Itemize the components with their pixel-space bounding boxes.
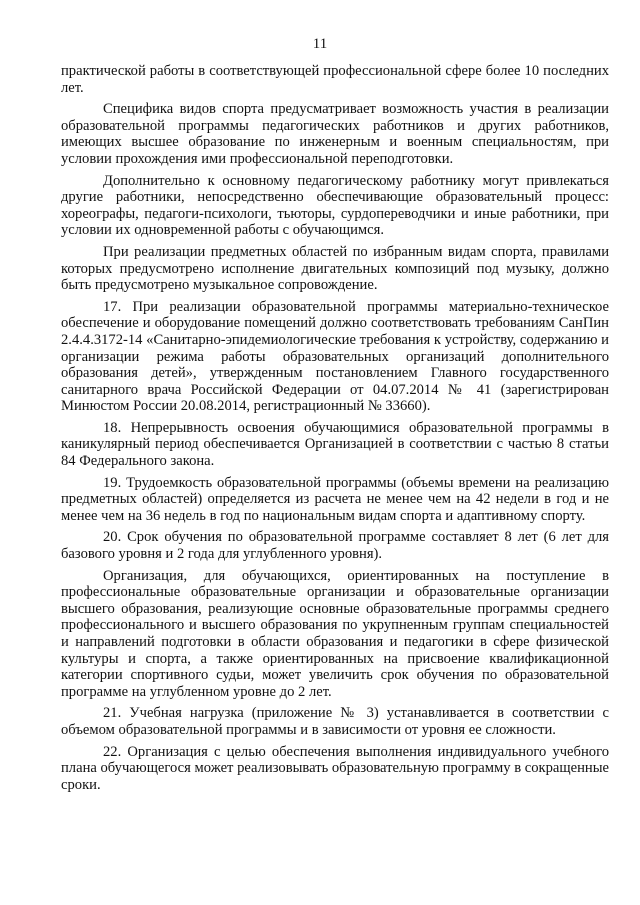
paragraph-20-organization: Организация, для обучающихся, ориентированных на поступление в профессиональные образовательные организации и образовательные организации высшего образования, реализующие основные образовательные программы среднего профессионального и высшего образования по укрупненным группам специальностей и направлений подготовки в области образования и педагогики в сфере физической культуры и спорта, а также ориентированных на присвоение квалификационной категории спортивного судьи, может увеличить срок обучения по образовательной программе на углубленном уровне до 2 лет.	[61, 567, 609, 700]
paragraph-music-accompaniment: При реализации предметных областей по избранным видам спорта, правилами которых предусмотрено исполнение двигательных композиций под музыку, должно быть предусмотрено музыкальное сопровождение.	[61, 243, 609, 294]
paragraph-20: 20. Срок обучения по образовательной программе составляет 8 лет (6 лет для базового уровня и 2 года для углубленного уровня).	[61, 529, 609, 563]
paragraph-21: 21. Учебная нагрузка (приложение № 3) устанавливается в соответствии с объемом образовательной программы и в зависимости от уровня ее сложности.	[61, 705, 609, 738]
paragraph-17: 17. При реализации образовательной программы материально-техническое обеспечение и оборудование помещений должно соответствовать требованиям СанПин 2.4.4.3172-14 «Санитарно-эпидемиологические требования к устройству, содержанию и организации режима работы образовательных организаций дополнительного образования детей», утвержденным постановлением Главного государственного санитарного врача Российской Федерации от 04.07.2014 № 41 (зарегистрирован Минюстом России 20.08.2014, регистрационный № 33660).	[61, 298, 609, 415]
paragraph-18: 18. Непрерывность освоения обучающимися образовательной программы в каникулярный период обеспечивается Организацией в соответствии с частью 8 статьи 84 Федерального закона.	[61, 419, 609, 470]
paragraph-continuation: практической работы в соответствующей профессиональной сфере более 10 последних лет.	[61, 63, 609, 96]
paragraph-sport-specifics: Специфика видов спорта предусматривает возможность участия в реализации образовательной программы педагогических работников и других работников, имеющих высшее образование по инженерным и военным специальностям, при условии прохождения ими профессиональной переподготовки.	[61, 101, 609, 167]
page-number: 11	[312, 36, 328, 52]
document-body	[61, 63, 609, 793]
paragraph-22: 22. Организация с целью обеспечения выполнения индивидуального учебного плана обучающегося может реализовывать образовательную программу в сокращенные сроки.	[61, 743, 609, 793]
paragraph-19: 19. Трудоемкость образовательной программы (объемы времени на реализацию предметных областей) определяется из расчета не менее чем на 42 недели в год и не менее чем на 36 недель в год по национальным видам спорта и адаптивному спорту.	[61, 474, 609, 524]
paragraph-additional-staff: Дополнительно к основному педагогическому работнику могут привлекаться другие работники, непосредственно обеспечивающие образовательный процесс: хореографы, педагоги-психологи, тьюторы, сурдопереводчики и иные работники, при условии их одновременной работы с обучающимся.	[61, 172, 609, 239]
